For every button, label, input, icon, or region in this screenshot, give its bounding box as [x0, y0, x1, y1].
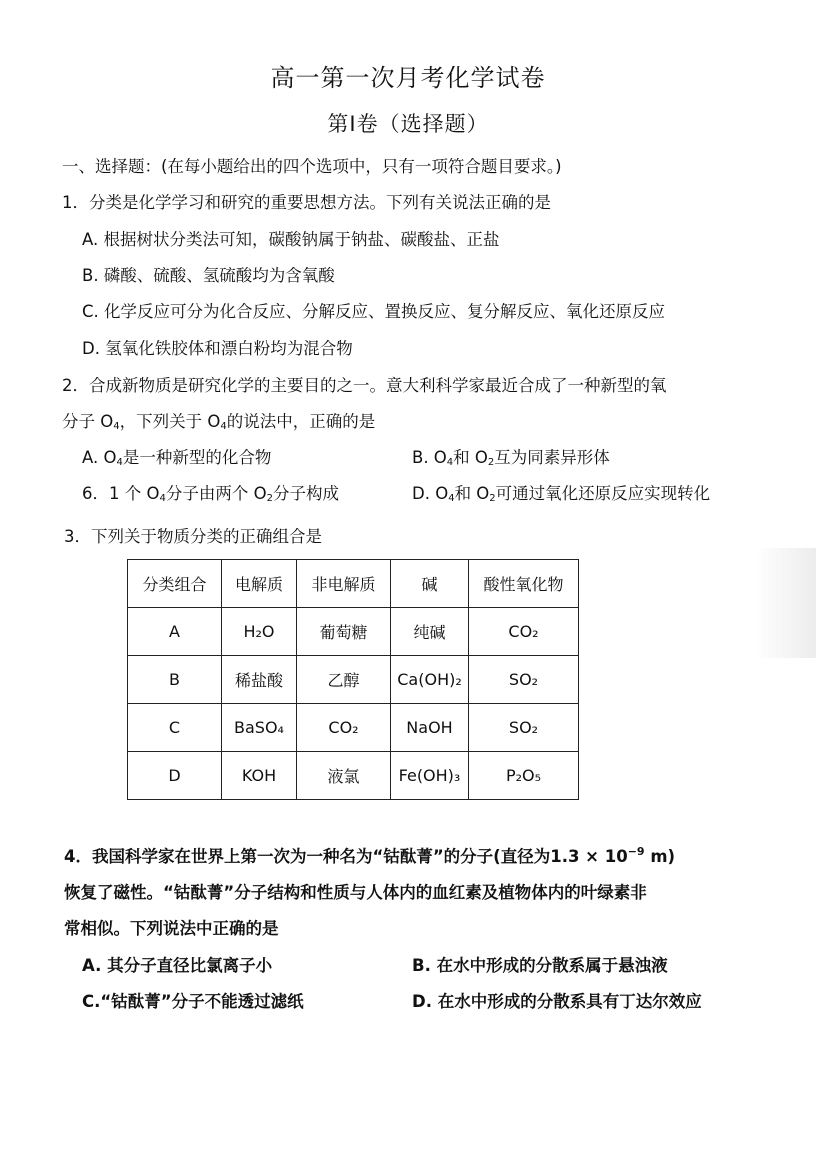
table-header-cell: 分类组合 — [128, 560, 222, 608]
table-cell: Ca(OH)₂ — [391, 656, 469, 704]
table-cell: B — [128, 656, 222, 704]
classification-table — [127, 559, 579, 800]
subscript: 4 — [159, 493, 166, 504]
table-cell: CO₂ — [469, 608, 579, 656]
q4-option-c: C.“钴酞菁”分子不能透过滤纸 — [82, 992, 304, 1011]
table-header-cell: 酸性氧化物 — [469, 560, 579, 608]
table-cell: 葡萄糖 — [297, 608, 391, 656]
q1-option-c: C. 化学反应可分为化合反应、分解反应、置换反应、复分解反应、氧化还原反应 — [82, 302, 666, 321]
scan-edge-shadow — [756, 548, 816, 658]
option-text: A. O — [82, 448, 117, 467]
table-header-cell: 非电解质 — [297, 560, 391, 608]
section-heading: 一、选择题：(在每小题给出的四个选项中，只有一项符合题目要求。) — [62, 157, 562, 176]
table-row — [128, 608, 579, 656]
table-cell: CO₂ — [297, 704, 391, 752]
subscript: 2 — [489, 493, 496, 504]
table-header-row — [128, 560, 579, 608]
table-cell: 液氯 — [297, 752, 391, 800]
q2-stem-text: 的说法中，正确的是 — [226, 412, 376, 431]
section-subtitle: 第Ⅰ卷（选择题） — [327, 112, 489, 136]
table-cell: SO₂ — [469, 656, 579, 704]
q1-stem: 1．分类是化学学习和研究的重要思想方法。下列有关说法正确的是 — [62, 193, 551, 212]
table-cell: D — [128, 752, 222, 800]
table-cell: KOH — [222, 752, 297, 800]
q2-stem-text: 分子 O — [62, 412, 114, 431]
q4-stem-text: 4．我国科学家在世界上第一次为一种名为“钴酞菁”的分子(直径为1.3 × 10 — [64, 847, 628, 866]
table-cell: 稀盐酸 — [222, 656, 297, 704]
table-cell: NaOH — [391, 704, 469, 752]
q2-stem-text: ，下列关于 O — [119, 412, 221, 431]
table-cell: P₂O₅ — [469, 752, 579, 800]
table-row — [128, 656, 579, 704]
option-text: D. O — [412, 484, 449, 503]
subscript: 2 — [487, 457, 495, 468]
option-text: 和 O — [453, 448, 488, 467]
subscript: 4 — [113, 421, 120, 432]
option-text: 是一种新型的化合物 — [122, 448, 272, 467]
subscript: 4 — [448, 493, 455, 504]
page-title: 高一第一次月考化学试卷 — [270, 64, 546, 92]
q4-stem-line1 — [64, 843, 675, 867]
superscript: −9 — [627, 845, 645, 858]
q4-stem-text: m) — [644, 847, 676, 866]
q4-option-d: D. 在水中形成的分散系具有丁达尔效应 — [412, 992, 702, 1011]
table-cell: Fe(OH)₃ — [391, 752, 469, 800]
option-text: 分子构成 — [272, 484, 339, 503]
table-cell: 乙醇 — [297, 656, 391, 704]
q3-stem: 3．下列关于物质分类的正确组合是 — [64, 527, 322, 546]
table-cell: A — [128, 608, 222, 656]
table-cell: SO₂ — [469, 704, 579, 752]
q2-stem-line1: 2．合成新物质是研究化学的主要目的之一。意大利科学家最近合成了一种新型的氧 — [62, 376, 667, 395]
table-header-cell: 电解质 — [222, 560, 297, 608]
table-row — [128, 752, 579, 800]
table-cell: 纯碱 — [391, 608, 469, 656]
q2-option-c — [82, 480, 339, 504]
q4-stem-line2: 恢复了磁性。“钴酞菁”分子结构和性质与人体内的血红素及植物体内的叶绿素非 — [64, 883, 647, 902]
q1-option-b: B. 磷酸、硫酸、氢硫酸均为含氧酸 — [82, 266, 335, 285]
q4-option-b: B. 在水中形成的分散系属于悬浊液 — [412, 956, 668, 975]
q1-option-d: D. 氢氧化铁胶体和漂白粉均为混合物 — [82, 339, 353, 358]
q1-option-a: A. 根据树状分类法可知，碳酸钠属于钠盐、碳酸盐、正盐 — [82, 230, 500, 249]
q2-option-a — [82, 444, 271, 468]
subscript: 4 — [446, 457, 454, 468]
table-cell: H₂O — [222, 608, 297, 656]
table-row — [128, 704, 579, 752]
subscript: 2 — [266, 493, 273, 504]
option-text: 互为同素异形体 — [494, 448, 610, 467]
subscript: 4 — [116, 457, 123, 468]
table-header-cell: 碱 — [391, 560, 469, 608]
subscript: 4 — [220, 421, 227, 432]
q2-stem-line2 — [62, 408, 375, 432]
option-text: 分子由两个 O — [165, 484, 267, 503]
q2-option-d — [412, 480, 710, 504]
q4-option-a: A. 其分子直径比氯离子小 — [82, 956, 273, 975]
option-text: 6．1 个 O — [82, 484, 160, 503]
table-cell: C — [128, 704, 222, 752]
q2-option-b — [412, 444, 610, 468]
option-text: 可通过氧化还原反应实现转化 — [495, 484, 711, 503]
option-text: B. O — [412, 448, 447, 467]
option-text: 和 O — [454, 484, 490, 503]
q4-stem-line3: 常相似。下列说法中正确的是 — [64, 919, 279, 938]
table-cell: BaSO₄ — [222, 704, 297, 752]
